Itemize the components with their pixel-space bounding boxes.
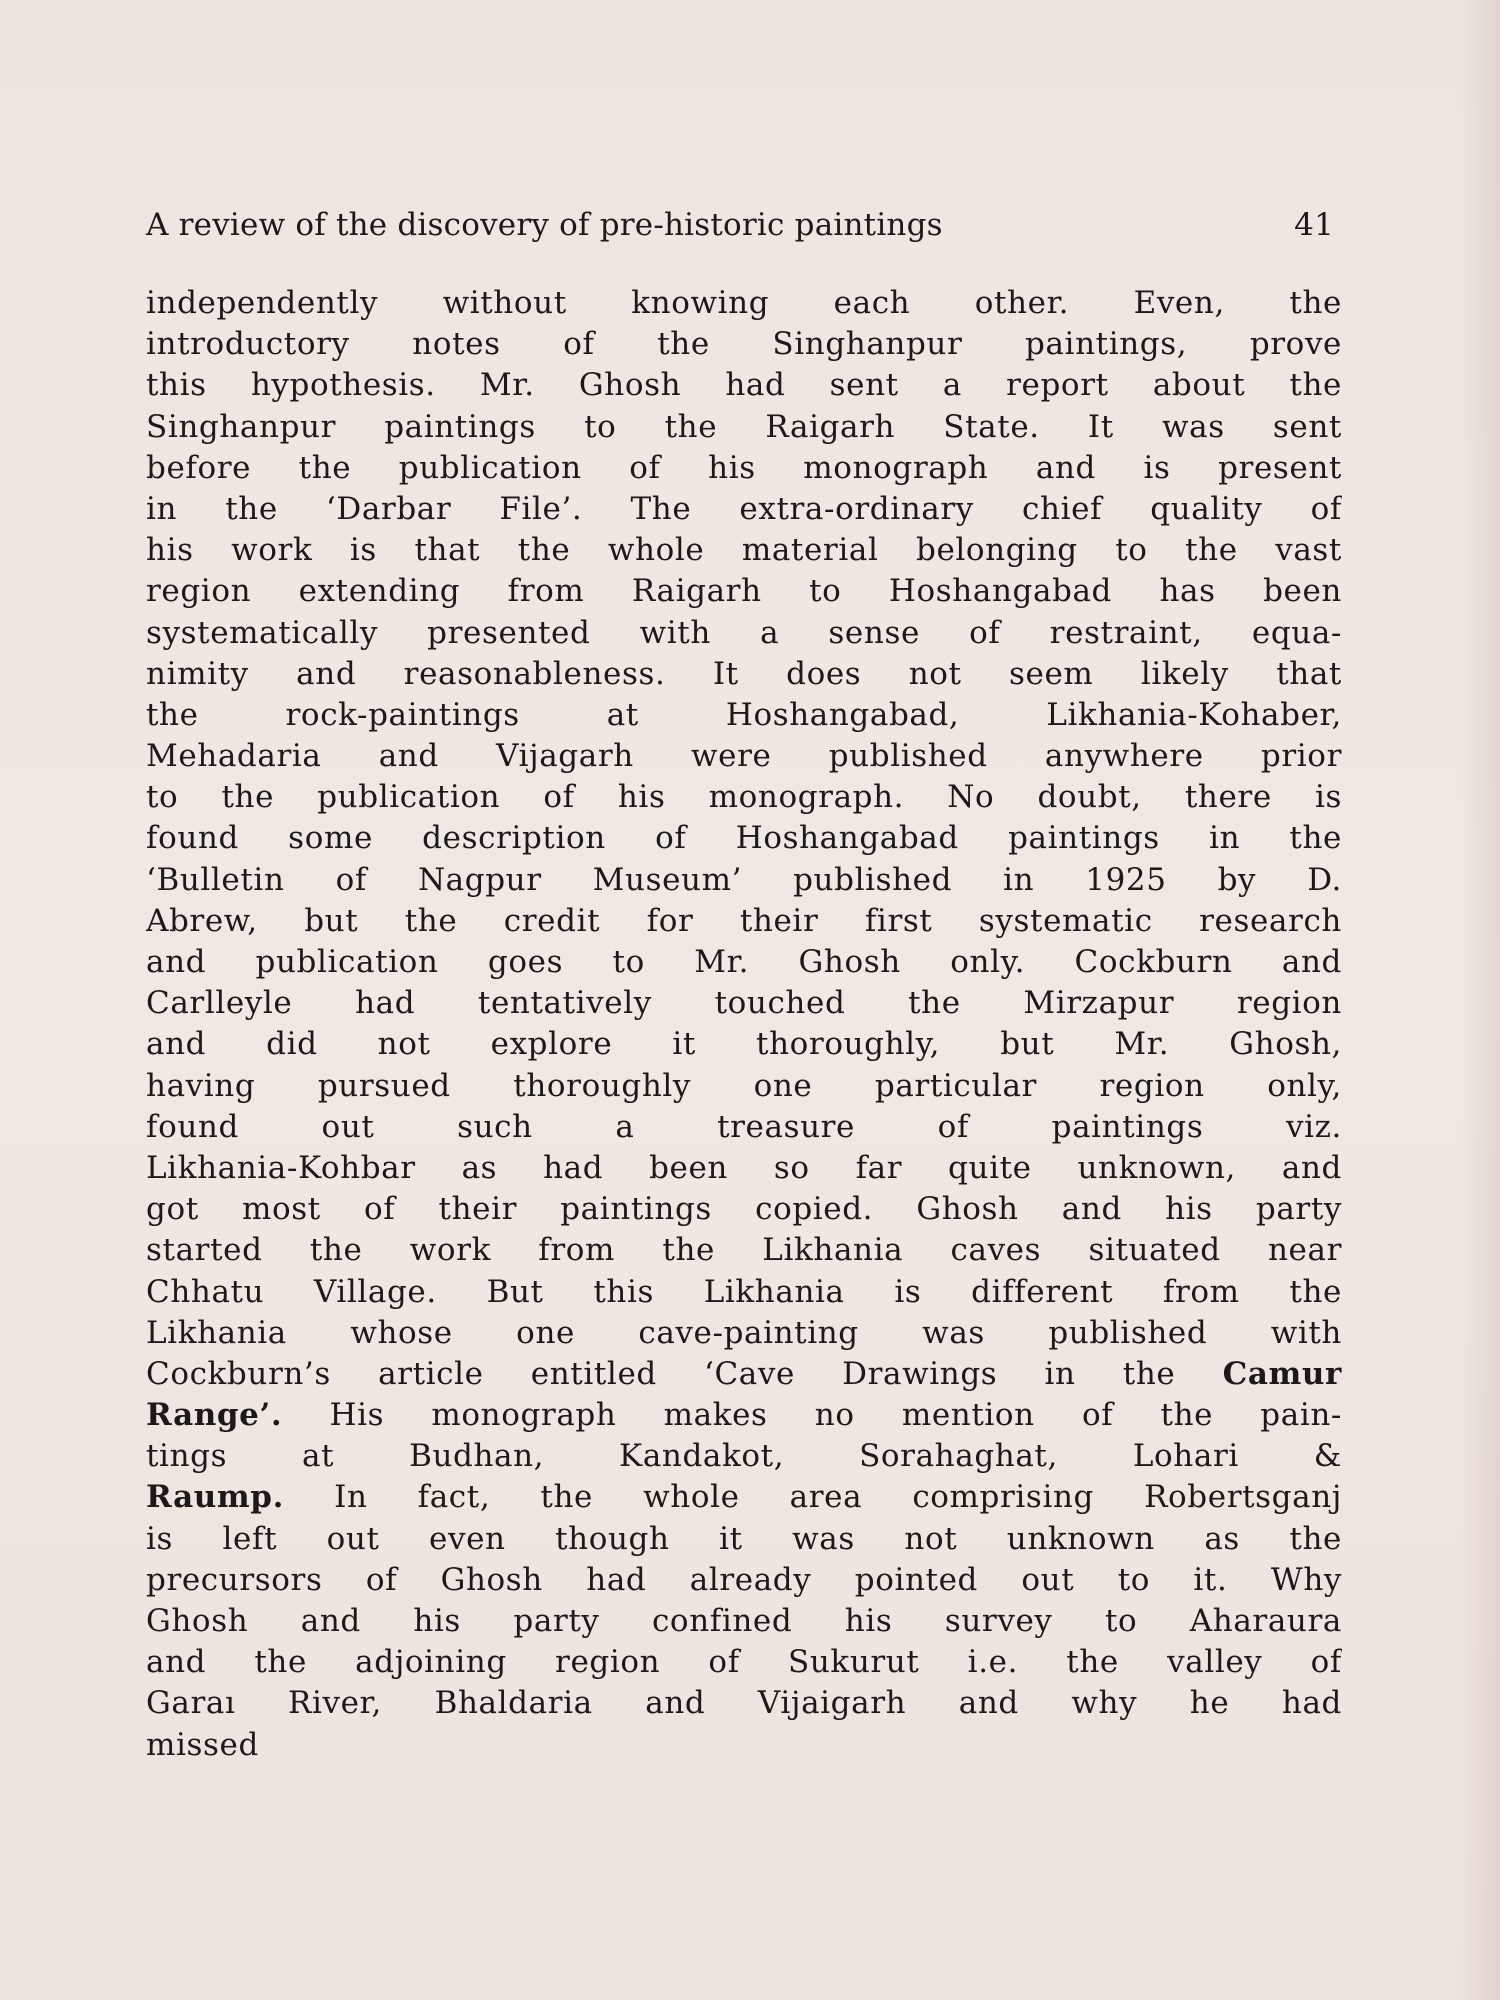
text-line: Mehadaria and Vijagarh were published anywhere prior bbox=[146, 738, 1342, 775]
body-paragraph bbox=[146, 283, 1342, 1766]
text-line: systematically presented with a sense of restraint, equa- bbox=[146, 614, 1342, 651]
text-line: nimity and reasonableness. It does not seem likely that bbox=[146, 655, 1342, 692]
text-line: independently without knowing each other. Even, the bbox=[146, 285, 1342, 321]
text-segment: His monograph makes no mention of the pain- bbox=[329, 1397, 1342, 1434]
text-line: Likhania-Kohbar as had been so far quite unknown, and bbox=[146, 1149, 1342, 1186]
text-line: found out such a treasure of paintings viz. bbox=[146, 1108, 1342, 1145]
page-edge-shadow bbox=[1460, 0, 1500, 2000]
text-line: Garaı River, Bhaldaria and Vijaigarh and why he had bbox=[146, 1685, 1342, 1722]
text-line: and the adjoining region of Sukurut i.e. the valley of bbox=[146, 1644, 1342, 1681]
text-line: his work is that the whole material belonging to the vast bbox=[146, 532, 1342, 569]
header-title: A review of the discovery of pre-historic paintings bbox=[146, 207, 943, 243]
text-line-raump bbox=[146, 1477, 1342, 1518]
text-line: Ghosh and his party confined his survey to Aharaura bbox=[146, 1603, 1342, 1639]
text-line: and did not explore it thoroughly, but Mr. Ghosh, bbox=[146, 1026, 1342, 1063]
text-segment: Cockburn’s article entitled ‘Cave Drawings in the bbox=[146, 1355, 1176, 1392]
bold-word-range: Range’. bbox=[146, 1397, 283, 1434]
bold-word-camur: Camur bbox=[1222, 1355, 1342, 1392]
text-line-final: missed bbox=[146, 1726, 259, 1763]
text-line: tings at Budhan, Kandakot, Sorahaghat, Lohari & bbox=[146, 1438, 1342, 1475]
text-line: this hypothesis. Mr. Ghosh had sent a report about the bbox=[146, 367, 1342, 404]
bold-word-raump: Raump. bbox=[146, 1479, 284, 1516]
text-line: found some description of Hoshangabad paintings in the bbox=[146, 820, 1342, 857]
page-number: 41 bbox=[1294, 207, 1334, 243]
text-line-camur bbox=[146, 1354, 1342, 1395]
text-line: introductory notes of the Singhanpur paintings, prove bbox=[146, 326, 1342, 363]
text-line: in the ‘Darbar File’. The extra-ordinary chief quality of bbox=[146, 490, 1342, 527]
text-line: and publication goes to Mr. Ghosh only. Cockburn and bbox=[146, 944, 1342, 980]
text-line: to the publication of his monograph. No doubt, there is bbox=[146, 779, 1342, 816]
running-header bbox=[146, 204, 1334, 246]
text-line: before the publication of his monograph and is present bbox=[146, 449, 1342, 486]
text-line: Carlleyle had tentatively touched the Mirzapur region bbox=[146, 985, 1342, 1022]
text-segment: In fact, the whole area comprising Robertsganj bbox=[334, 1479, 1342, 1516]
text-line: Abrew, but the credit for their first systematic research bbox=[146, 902, 1342, 939]
text-line: precursors of Ghosh had already pointed out to it. Why bbox=[146, 1561, 1342, 1598]
text-line: got most of their paintings copied. Ghosh and his party bbox=[146, 1191, 1342, 1228]
text-line: Chhatu Village. But this Likhania is different from the bbox=[146, 1273, 1342, 1310]
text-line: is left out even though it was not unknown as the bbox=[146, 1520, 1342, 1557]
text-line: region extending from Raigarh to Hoshangabad has been bbox=[146, 573, 1342, 610]
text-line: the rock-paintings at Hoshangabad, Likhania-Kohaber, bbox=[146, 696, 1342, 733]
text-line: Likhania whose one cave-painting was published with bbox=[146, 1314, 1342, 1351]
text-line: ‘Bulletin of Nagpur Museum’ published in 1925 by D. bbox=[146, 861, 1342, 898]
text-line-range bbox=[146, 1395, 1342, 1436]
text-line: started the work from the Likhania caves situated near bbox=[146, 1232, 1342, 1269]
text-line: Singhanpur paintings to the Raigarh State. It was sent bbox=[146, 408, 1342, 445]
text-line: having pursued thoroughly one particular region only, bbox=[146, 1067, 1342, 1104]
